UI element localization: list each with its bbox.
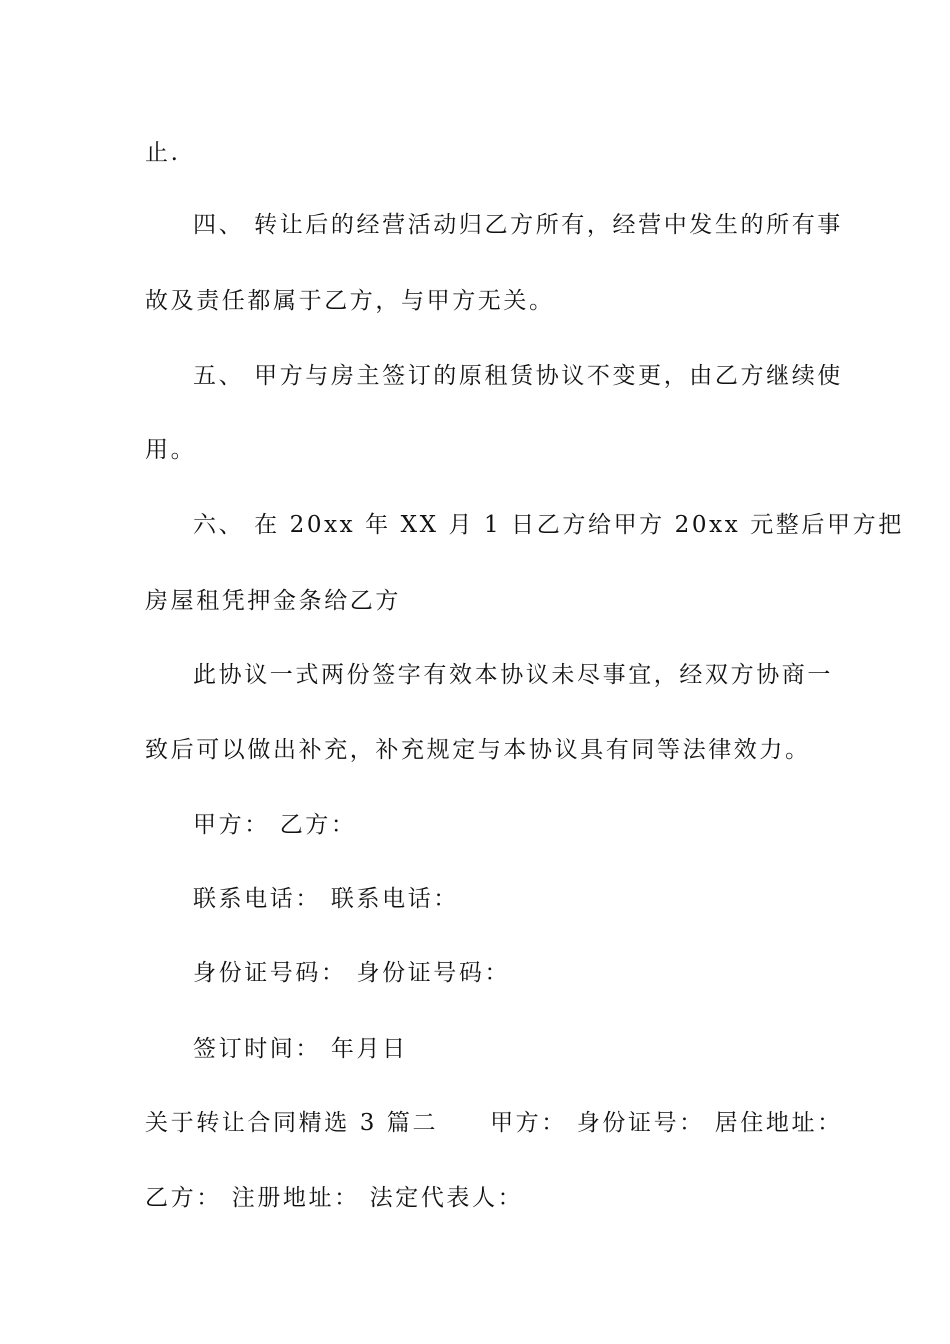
section-header-line — [145, 1108, 843, 1138]
contact-phone-line: 联系电话： 联系电话： — [193, 886, 459, 912]
paragraph-line: 故及责任都属于乙方，与甲方无关。 — [145, 288, 555, 314]
signing-date-line: 签订时间： 年月日 — [193, 1036, 408, 1062]
section-fields: 甲方： 身份证号： 居住地址： — [490, 1110, 843, 1136]
paragraph-line: 止. — [145, 140, 181, 166]
paragraph-line: 致后可以做出补充，补充规定与本协议具有同等法律效力。 — [145, 737, 811, 763]
clause-four-line: 四、 转让后的经营活动归乙方所有，经营中发生的所有事 — [193, 212, 843, 238]
party-signature-line: 甲方： 乙方： — [193, 812, 357, 838]
paragraph-line: 房屋租凭押金条给乙方 — [145, 588, 401, 614]
section-title: 关于转让合同精选 3 篇二 — [145, 1110, 439, 1136]
party-b-info-line: 乙方： 注册地址： 法定代表人： — [145, 1185, 524, 1211]
clause-five-line: 五、 甲方与房主签订的原租赁协议不变更，由乙方继续使 — [193, 363, 843, 389]
paragraph-line: 用。 — [145, 437, 197, 463]
agreement-note-line: 此协议一式两份签字有效本协议未尽事宜，经双方协商一 — [193, 662, 833, 688]
id-number-line: 身份证号码： 身份证号码： — [193, 960, 511, 986]
clause-six-line: 六、 在 20xx 年 XX 月 1 日乙方给甲方 20xx 元整后甲方把 — [193, 512, 904, 538]
